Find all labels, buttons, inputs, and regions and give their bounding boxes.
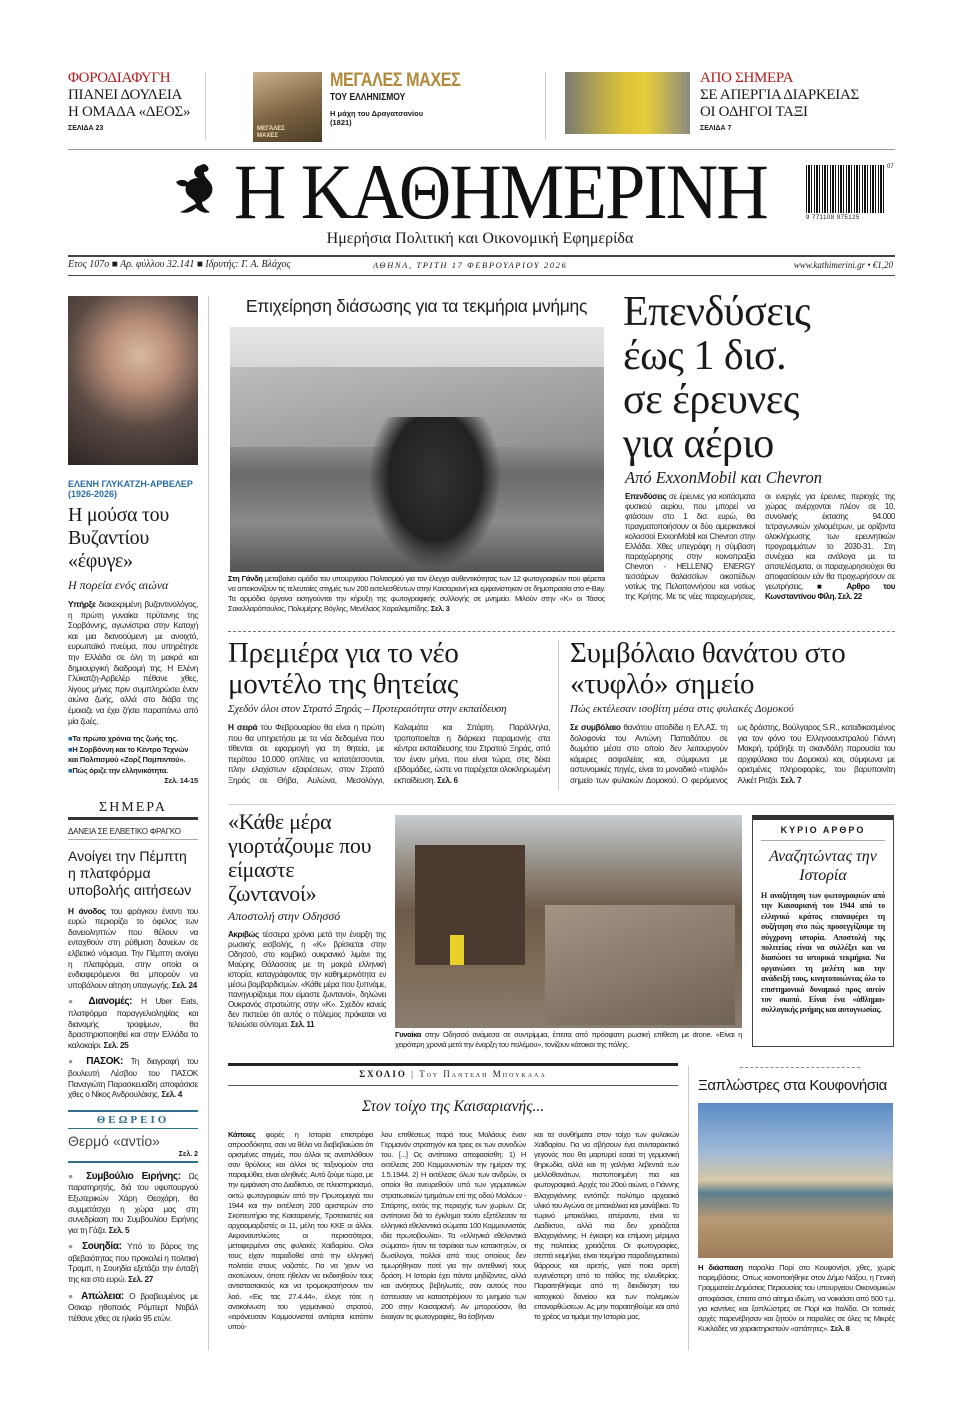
editorial-body: Η αναζήτηση των φωτογραφιών από την Καισαριανή του 1944 από το ελληνικό κράτος επαναφέρει τη συζήτηση στο πώς προσεγγίζουμε τη σύγχρονη ιστορία. Αποστολή της πολιτείας είναι να συλλέξει και να διασώσει τα ιστορικά τεκμήρια. Να οργανώσει τη μελέτη και την ανάδειξή τους, κινητοποιώντας όλο το επιστημονικό δυναμικό προς αυτόν τον σκοπό. Είναι ένα «άθλημα» συλλογικής μνήμης και αυτογνωσίας.	[761, 891, 885, 1015]
koufonisia-caption: Η διάσπαση παραλία Πορί στο Κουφονήσι, χθες, χωρίς παρεμβάσεις. Οπως κοινοποιήθηκε στον Δήμο Νάξου, η Γενική Γραμματεία Δημόσιας Περιουσίας του υπουργείου Οικονομικών αποφάσισε, έπειτα από αίτημα ιδιώτη, να νοικιάσει από 500 τ.μ. για καντίνες και ξαπλώστρες σε Πορί και Ιταλίδα. Οι τοπικές αρχές παρενέβησαν και ζητούν οι παραλίες σε όλες τις Μικρές Κυκλάδες να χαρακτηριστούν «απάτητες». Σελ. 8	[698, 1263, 895, 1334]
editorial-box[interactable]	[752, 815, 894, 1047]
teaser-page: ΣΕΛΙΔΑ 7	[700, 125, 732, 132]
obituary-title: Η μούσα του Βυζαντίου «έφυγε»	[68, 504, 169, 572]
issue-code: 07	[887, 164, 894, 170]
editorial-header: ΚΥΡΙΟ ΑΡΘΡΟ	[761, 825, 885, 841]
theoreio-page: Σελ. 2	[178, 1150, 198, 1158]
teaser-title-line: ΣΕ ΑΠΕΡΓΙΑ ΔΙΑΡΚΕΙΑΣ	[700, 87, 859, 103]
conscription-title: Πρεμιέρα για το νέο μοντέλο της θητείας	[228, 637, 459, 700]
masthead-website-price[interactable]: www.kathimerini.gr • €1,20	[793, 260, 893, 270]
comment-header: ΣΧΟΛΙΟ | Του Παντελη Μπουκαλα	[359, 1069, 547, 1079]
comment-col-2: λου επιθέσεως παρά τους Μολάους έναν Γερμανόν στρατηγόν και τρεις εκ των συνοδών του. [...] Ως αντίποινα απεφασίσθη: 1) Η εκτέλεσις 200 Κομμουνιστών την ημέραν της 1.5.1944. 2) Η εκτέλεσις όλων των ανδρών, οι οποίοι θα ανευρεθούν υπό των γερμανικών στρατιωτικών τμημάτων επί της οδού Μολάων - Σπάρτης, εκτός της περιοχής των χωρίων. Ως αντίποινα διά το έγκλημα τούτο εξετέλεσαν τα ελληνικά εθελοντικά σώματα 100 Κομμουνιστάς ιδία πρωτοβουλία». Τα «ελληνικά εθελοντικά σώματα» ήταν τα τσιράκια των κατακτητών, οι δωσίλογοι, πολλοί από τους οποίους δεν τιμωρήθηκαν ποτέ για την αντεθνική τους δράση. Η Ιστορία έχει πάντα μηδίζοντες, αλλά και ανόητους βεβηλωτές, σαν αυτούς που έσπευσαν να καταστρέψουν το μνημείο των 200 στην Καισαριανή. Αν μπορούσαν, θα έκαιγαν τις φωτογραφίες, θα έσβηναν	[381, 1130, 526, 1321]
prison-story[interactable]	[570, 638, 895, 786]
griffin-logo-icon	[168, 162, 228, 222]
arvaler-portrait-photo[interactable]	[68, 296, 198, 465]
investments-body: Επενδύσεις σε έρευνες για κοιτάσματα φυσικού αερίου, που μπορεί να φτάσουν στο 1 δισ. ευρώ, θα πραγματοποιήσουν οι δύο αμερικανικοί κολοσσοί ExxonMobil και Chevron στην Ελλάδα. Χθες υπεγράφη η σύμβαση παραχώρησης στην κοινοπραξία Chevron - HELLENiQ ENERGY τεσσάρων θαλασσίων οικοπέδων νοτίως της Πελοποννήσου και νοτίως της Κρήτης. Με τις νέες παραχωρήσεις, οι ενεργές για έρευνες περιοχές της χώρας ανέρχονται πλέον σε 10, συνολικής έκτασης 94.000 τετραγωνικών χιλιομέτρων, με ορίζοντα ολοκλήρωσης των ερευνητικών προγραμμάτων το 2030-31. Στη συνέχεια και ανάλογα με τα αποτελέσματα, οι παραχωρησιούχοι θα αποφασίσουν εάν θα προχωρήσουν σε γεωτρήσεις. ■ Αρθρο του Κωνσταντίνου Φίλη. Σελ. 22	[625, 492, 895, 601]
comment-author: Του Παντελη Μπουκαλα	[419, 1069, 547, 1079]
teaser-title-line: ΠΙΑΝΕΙ ΔΟΥΛΕΙΑ	[68, 87, 183, 103]
koufonisia-beach-photo[interactable]	[698, 1103, 893, 1258]
theoreio-header: ΘΕΩΡΕΙΟ	[96, 1113, 170, 1126]
bullet-item: ■Τα πρώτα χρόνια της ζωής της.	[68, 734, 178, 744]
today-title: Ανοίγει την Πέμπτη η πλατφόρμα υποβολής αιτήσεων	[68, 847, 192, 898]
teaser-title: ΤΟΥ ΕΛΛΗΝΙΣΜΟΥ	[330, 92, 406, 103]
investments-headline[interactable]: Επενδύσεις έως 1 δισ. σε έρευνες για αέριο	[623, 289, 811, 467]
teaser-title-line: Η ΟΜΑΔΑ «ΔΕΟΣ»	[68, 104, 191, 120]
teaser-text: Η μάχη του Δραγατσανίου	[330, 109, 424, 118]
prison-title: Συμβόλαιο θανάτου στο «τυφλό» σημείο	[570, 637, 846, 700]
obituary-bullets	[68, 734, 198, 787]
teaser-taxi-strike[interactable]	[700, 70, 895, 132]
page-ref: Σελ. 14-15	[164, 776, 198, 786]
odessa-title: «Κάθε μέρα γιορτάζουμε που είμαστε ζωντανοί»	[228, 809, 372, 906]
prison-subtitle: Πώς εκτέλεσαν ισοβίτη μέσα στις φυλακές Δομοκού	[570, 703, 794, 715]
theoreio-title[interactable]: Θερμό «αντίο»	[68, 1132, 160, 1149]
odessa-rubble-photo[interactable]	[395, 815, 742, 1028]
today-section[interactable]	[68, 827, 198, 1100]
masthead-info-left: Ετος 107ο ■ Αρ. φύλλου 32.141 ■ Ιδρυτής: Γ. Α. Βλάχος	[68, 259, 291, 270]
prison-body: Σε συμβόλαιο θανάτου αποδίδει η ΕΛ.ΑΣ. τη δολοφονία του Αντώνη Παπαδάτου σε δωμάτιο μέσα στο οποίο δεν λειτουργούν κάμερες ασφαλείας και, σύμφωνα με αστυνομικές πηγές, είναι το μοναδικό «τυφλό» σημείο των φυλακών Δομοκού. Ο φερόμενος ως δράστης, Βούλγαρος S.R., καταδικασμένος για τον φόνο του Ελληνοαυστραλού Γιάννη Μακρή, τράβηξε τη σκανδάλη παρουσία του αρχιφύλακα του Δομοκού και, σύμφωνα με ορισμένες πληροφορίες, του βαρυποινίτη Αλκέτ Ριτζάι. Σελ. 7	[570, 722, 895, 785]
conscription-body: Η σειρά του Φεβρουαρίου θα είναι η πρώτη που θα υπηρετήσει με τα νέα δεδομένα που τίθενται σε εφαρμογή για τη θητεία, με περίπου 10.000 οπλίτες να κατατάσσονται, πλην ελαχίστων εξαιρέσεων, στον Στρατό Ξηράς σε Θήβα, Αυλώνα, Μεσολόγγι, Καλαμάτα και Σπάρτη. Παράλληλα, τροποποιείται η διάρκεια παραμονής στα κέντρα εκπαίδευσης του Στρατού Ξηράς, από τον έναν μήνα, που είναι τώρα, στις δέκα εβδομάδες, ώστε να παρέχεται ολοκληρωμένη εκπαίδευση. Σελ. 6	[228, 722, 550, 785]
left-column	[68, 296, 198, 1323]
teaser-great-battles[interactable]	[330, 71, 530, 127]
brief-pasok: ● ΠΑΣΟΚ: Τη διαγραφή του βουλευτή Λέσβου του ΠΑΣΟΚ Παναγιώτη Παρασκευαΐδη αποφάσισε χθες ο Νίκος Ανδρουλάκης. Σελ. 4	[68, 1056, 198, 1100]
book-cover-label: ΜΕΓΑΛΕΣ ΜΑΧΕΣ	[257, 126, 285, 139]
obituary-story[interactable]	[68, 479, 198, 787]
editorial-title: Αναζητώντας την Ιστορία	[769, 848, 877, 884]
odessa-body: Ακριβώς τέσσερα χρόνια μετά την έναρξη της ρωσικής εισβολής, η «Κ» βρίσκεται στην Οδησσό, στο κομβικό ουκρανικό λιμάνι της Μαύρης Θάλασσας με τη μακρά ελληνική ιστορία, καταγράφοντας την καθημερινότητα εν μέσω βομβαρδισμών. «Κάθε μέρα που ξυπνάμε, πανηγυρίζουμε που είμαστε ζωντανοί», δηλώνει Ουκρανός στρατιώτης στην «Κ». Σχεδόν κανείς δεν πιστεύει ότι αυτός ο πόλεμος πρόκειται να τελειώσει σύντομα. Σελ. 11	[228, 930, 386, 1029]
investments-subtitle: Από ExxonMobil και Chevron	[625, 468, 822, 487]
lead-photo-caption: Στη Γάνδη μεταβαίνει ομάδα του υπουργείου Πολιτισμού για τον έλεγχο αυθεντικότητας των 12 φωτογραφιών που φέρεται να απεικονίζουν τις τελευταίες στιγμές των 200 εκτελεσθέντων στην Καισαριανή και εμφανίστηκαν σε δημοπρασία στο e-Bay. Τα αρμόδια όργανα εισηγούνται την κήρυξη της φωτογραφικής συλλογής σε μνημείο. Μιλούν στην «Κ» οι Τάσος Σακελλαρόπουλος, Πολυμέρης Βόγλης, Μενέλαος Χαραλαμπίδης. Σελ. 3	[228, 574, 605, 613]
masthead-date: ΑΘΗΝΑ, ΤΡΙΤΗ 17 ΦΕΒΡΟΥΑΡΙΟΥ 2026	[373, 260, 568, 270]
comment-col-3: και τα συνθήματα στον τοίχο των φυλακών Χαϊδαρίου. Για να σβήσουν ένα συνταρακτικό γεγονός που θα μαρτυρεί εσαεί τη γερμανική θηριωδία, αλλά και τη γαλήνια λεβεντιά των μελλοθανάτων, πιστοποιημένη πια και φωτογραφικά. Αρχές του 20ού αιώνα, ο Γιάννης Βλαχογιάννης εντόπιζε πολύτιμο αρχειακό υλικό του Αγώνα σε μπακάλικα και μανάβικα. Το τωρινό μπακάλικο, απέραντο, είναι το Διαδίκτυο, αλλά πια δεν χρειάζεται Βλαχογιάννης. Η έγκαιρη και επίμονη μέριμνα της πολιτείας χρειάζεται. Οι φωτογραφίες, σεπτά κειμήλια, είναι τεκμήρια παραδειγματικού θάρρους και αρετής, γιατί ποια αρετή ευγενέστερη από το πάθος της ελευθερίας. Παραιτηθήκαμε από τη διεκδίκηση του κατοχικού δανείου και των πολεμικών επανορθώσεων. Ας μην παραιτηθούμε και από το χρέος να τιμάμε την Ιστορία μας.	[534, 1130, 679, 1321]
koufonisia-title[interactable]: Ξαπλώστρες στα Κουφονήσια	[698, 1077, 887, 1094]
masthead-subtitle: Ημερήσια Πολιτική και Οικονομική Εφημερίδα	[326, 230, 634, 247]
odessa-photo-caption: Γυναίκα στην Οδησσό ανάμεσα σε συντρίμμια, έπειτα από πρόσφατη ρωσική επίθεση με drone. «Είναι η χειρότερη χρονιά μετά την έναρξη του πολέμου», τονίζουν κάτοικοι της πόλης.	[395, 1030, 742, 1049]
bullet-item: ■Πώς όριζε την ελληνικότητα.	[68, 765, 169, 775]
barcode-number: 9 771108 975125	[806, 215, 860, 221]
today-body: Η άνοδος του φράγκου έναντι του ευρώ περιορίζει το όφελος των δανειοληπτών που θέλουν να ενταχθούν στη ρύθμιση δανείων σε ελβετικό νόμισμα. Την Πέμπτη ανοίγει η πλατφόρμα, στην οποία οι ενδιαφερόμενοι θα μπορούν να υποβάλουν αίτηση υπαγωγής. Σελ. 24	[68, 905, 198, 990]
today-header: ΣΗΜΕΡΑ	[99, 799, 167, 815]
odessa-subtitle: Αποστολή στην Οδησσό	[228, 909, 341, 923]
teaser-year: (1821)	[330, 118, 352, 127]
conscription-subtitle: Σχεδόν όλοι στον Στρατό Ξηράς – Προτεραιότητα στην εκπαίδευση	[228, 703, 507, 715]
theoreio-briefs[interactable]	[68, 1171, 198, 1324]
teaser-kicker: ΦΟΡΟΔΙΑΦΥΓΗ	[68, 70, 171, 86]
comment-label: ΣΧΟΛΙΟ	[359, 1069, 407, 1079]
brief-deliveries: ● Διανομές: Η Uber Eats, πλατφόρμα παραγγελιοληψίας και διανομής τροφίμων, θα δραστηριοποιηθεί και στην Ελλάδα το καλοκαίρι. Σελ. 25	[68, 996, 198, 1050]
brief-sweden: ● Σουηδία: Υπό το βάρος της αβεβαιότητας που προκαλεί η πολιτική Τραμπ, η Σουηδία εξετάζει την ένταξή της και στο ευρώ. Σελ. 27	[68, 1241, 198, 1285]
kaisariani-execution-photo[interactable]	[230, 327, 604, 572]
book-cover-image[interactable]	[253, 72, 322, 142]
barcode	[806, 165, 884, 213]
lead-photo-title[interactable]: Επιχείρηση διάσωσης για τα τεκμήρια μνήμης	[245, 296, 588, 316]
obituary-body: Υπήρξε διακεκριμένη βυζαντινολόγος, η πρώτη γυναίκα πρύτανης της Σορβόννης, αγωνίστρια στην Κατοχή και μια διανοούμενη με ανοιχτό, ευρωπαϊκό πνεύμα, που υπηρέτησε την Ελλάδα σε όλη τη μακρά και δημιουργική διαδρομή της. Η Ελένη Γλύκατζη-Αρβελέρ πέθανε χθες, λίγους μήνες πριν συμπληρώσει έναν αιώνα ζωής, αλλά στο διάβα της έμοιαζε να έχει ζήσει παραπάνω από μία ζωές.	[68, 599, 198, 726]
odessa-story[interactable]	[228, 810, 386, 1030]
brief-loss: ● Απώλεια: Ο βραβευμένος με Οσκαρ ηθοποιός Ρόμπερτ Ντιβάλ πέθανε χθες σε ηλικία 95 ετών.	[68, 1290, 198, 1323]
conscription-story[interactable]	[228, 638, 550, 786]
obituary-subtitle: Η πορεία ενός αιώνα	[68, 578, 169, 592]
comment-title[interactable]: Στον τοίχο της Καισαριανής...	[361, 1098, 545, 1115]
today-kicker: ΔΑΝΕΙΑ ΣΕ ΕΛΒΕΤΙΚΟ ΦΡΑΓΚΟ	[68, 827, 198, 840]
teaser-title-line: ΟΙ ΟΔΗΓΟΙ ΤΑΞΙ	[700, 104, 808, 120]
teaser-kicker: ΑΠΟ ΣΗΜΕΡΑ	[700, 70, 794, 86]
masthead-title[interactable]: Η ΚΑΘΗΜΕΡΙΝΗ	[234, 148, 767, 235]
brief-peace-council: ● Συμβούλιο Ειρήνης: Ως παρατηρητής, διά του υφυπουργού Εξωτερικών Χάρη Θεοχάρη, θα συμμετάσχει η χώρα μας στη συνεδρίαση του Συμβουλίου Ειρήνης για τη Γάζα. Σελ. 5	[68, 1170, 198, 1235]
teaser-tax-evasion[interactable]	[68, 70, 198, 132]
teaser-page: ΣΕΛΙΔΑ 23	[68, 125, 104, 132]
taxi-strike-photo[interactable]	[565, 72, 690, 134]
comment-col-1: Κάποιες φορές η Ιστορία επιστρέφει απροσδόκητα, σαν να θέλει να διαβεβαιώσει ότι ορισμένες στιγμές, που άλλοι τις αναπλάθουν σαν θρύλους και άλλοι τις ταξινομούν στα παραμύθια, είναι αληθινές. Αυτό ζούμε τώρα, με την εμφάνιση στο Διαδίκτυο, σε πλειστηριασμό, οκτώ φωτογραφιών από την Πρωτομαγιά του 1944 και την εκτέλεση 200 αριστερών στο Σκοπευτήριο της Καισαριανής. Τροτσκιστές και αρχειομαρξιστές οι 11, μέλη του ΚΚΕ οι άλλοι. Ακροναυπλιώτες οι περισσότεροι, μεταφερμένοι στις φυλακές Χαϊδαρίου. Ολοι τους είχαν παραδοθεί από την ελληνική πολιτεία στους ναζιστές. Για να 'χουν να σκοτώνουν, όποτε ήθελαν να εκδικηθούν τους αντιστασιακούς και να τρομοκρατήσουν τον λαό. «Εις τας 27.4.44», έλεγε τότε η ανακοίνωση του γερμανικού στρατού, «ειρόνευσαν Κομμουνισταί αντάρται κατόπιν υπού-	[228, 1130, 373, 1331]
obituary-kicker: ΕΛΕΝΗ ΓΛΥΚΑΤΖΗ-ΑΡΒΕΛΕΡ (1926-2026)	[68, 479, 193, 499]
teaser-kicker: ΜΕΓΑΛΕΣ ΜΑΧΕΣ	[330, 70, 461, 91]
bullet-item: ■Η Σορβόννη και το Κέντρο Τεχνών και Πολιτισμού «Ζορζ Πομπιντού».	[68, 744, 189, 765]
